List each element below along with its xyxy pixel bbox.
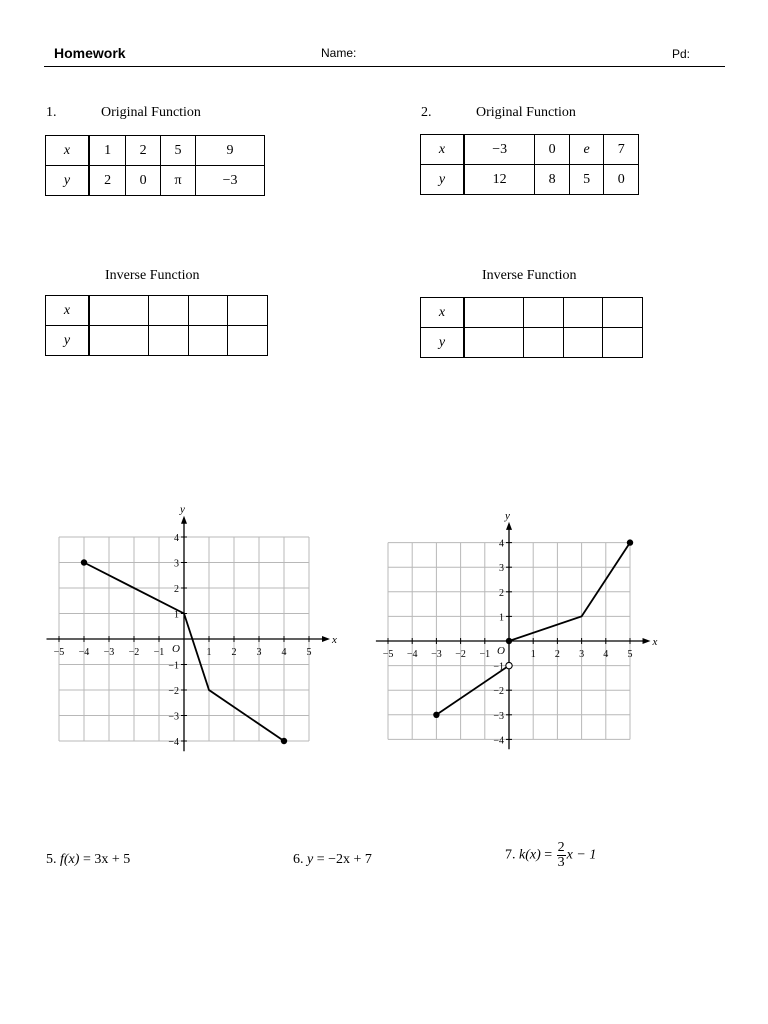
equation-7-number: 7. <box>505 847 516 863</box>
y-tick-label: −3 <box>168 711 179 723</box>
equation-7-lhs: k(x) <box>519 847 541 863</box>
answer-cell[interactable] <box>149 326 189 356</box>
closed-endpoint <box>506 638 512 644</box>
table-cell: 5 <box>569 165 604 195</box>
equation-7 <box>505 841 596 870</box>
x-tick-label: 4 <box>603 649 609 660</box>
equation-5-number: 5. <box>46 852 57 867</box>
answer-cell[interactable] <box>563 298 603 328</box>
x-tick-label: −5 <box>382 649 394 660</box>
x-tick-label: 2 <box>554 649 560 660</box>
table-cell: 0 <box>126 166 161 196</box>
table-row <box>46 326 268 356</box>
graph-left <box>40 505 345 760</box>
closed-endpoint <box>281 738 287 744</box>
table-cell: 12 <box>464 165 535 195</box>
problem-2-original-table <box>420 134 639 195</box>
x-axis-label: x <box>652 636 658 648</box>
table-row <box>46 166 265 196</box>
problem-1-inverse-table <box>45 295 268 356</box>
x-tick-label: −5 <box>53 647 65 658</box>
table-cell: π <box>161 166 196 196</box>
problem-2-inverse-label: Inverse Function <box>482 268 577 283</box>
y-axis-label: y <box>505 509 510 522</box>
y-header-cell: y <box>46 326 90 356</box>
y-tick-label: 2 <box>499 587 504 599</box>
equation-5 <box>46 852 130 868</box>
x-tick-label: 2 <box>231 647 237 658</box>
y-tick-label: −2 <box>493 686 504 698</box>
y-tick-label: 4 <box>499 538 504 550</box>
x-tick-label: 3 <box>256 647 262 658</box>
table-cell: 9 <box>196 136 265 166</box>
closed-endpoint <box>627 539 633 545</box>
graph-right <box>382 509 690 755</box>
answer-cell[interactable] <box>188 326 228 356</box>
y-axis-label: y <box>180 503 185 516</box>
table-cell: 7 <box>604 135 639 165</box>
x-tick-label: −1 <box>153 647 165 658</box>
table-cell: 8 <box>535 165 570 195</box>
equation-6-number: 6. <box>293 852 304 867</box>
answer-cell[interactable] <box>603 328 643 358</box>
fraction-denominator: 3 <box>557 855 565 870</box>
equation-6-rhs: = −2x + 7 <box>316 852 372 867</box>
y-tick-label: −1 <box>168 660 179 672</box>
closed-endpoint <box>81 559 87 565</box>
y-tick-label: 3 <box>174 558 179 570</box>
equation-7-eq: = <box>544 847 553 863</box>
y-tick-label: 1 <box>499 612 504 624</box>
answer-cell[interactable] <box>89 296 149 326</box>
x-axis-label: x <box>332 634 337 646</box>
y-axis-arrow <box>506 522 512 530</box>
y-tick-label: −2 <box>168 686 179 697</box>
y-tick-label: −1 <box>493 661 504 673</box>
answer-cell[interactable] <box>524 328 564 358</box>
x-tick-label: 4 <box>281 647 287 658</box>
fraction-numerator: 2 <box>557 840 565 855</box>
name-label: Name: <box>321 46 357 60</box>
x-tick-label: −4 <box>78 647 90 658</box>
answer-cell[interactable] <box>228 326 268 356</box>
closed-endpoint <box>433 712 439 718</box>
problem-2-original-label: Original Function <box>476 105 576 120</box>
table-row <box>421 165 639 195</box>
period-label: Pd: <box>672 47 691 61</box>
equation-6-lhs: y <box>307 852 314 867</box>
problem-1-original-label: Original Function <box>101 105 201 120</box>
table-row <box>421 135 639 165</box>
x-tick-label: 5 <box>627 649 633 660</box>
y-tick-label: 2 <box>174 584 179 595</box>
answer-cell[interactable] <box>563 328 603 358</box>
table-cell: 0 <box>604 165 639 195</box>
y-header-cell: y <box>421 165 465 195</box>
table-cell: e <box>569 135 604 165</box>
header-title: Homework <box>54 45 126 61</box>
answer-cell[interactable] <box>603 298 643 328</box>
x-tick-label: 3 <box>579 649 585 660</box>
problem-1-original-table <box>45 135 265 196</box>
x-header-cell: x <box>46 136 90 166</box>
table-cell: 1 <box>89 136 126 166</box>
table-cell: 2 <box>126 136 161 166</box>
y-tick-label: 1 <box>174 609 179 621</box>
table-row <box>46 296 268 326</box>
header-rule <box>44 66 725 67</box>
answer-cell[interactable] <box>188 296 228 326</box>
y-tick-label: −4 <box>168 737 179 748</box>
answer-cell[interactable] <box>228 296 268 326</box>
table-cell: 5 <box>161 136 196 166</box>
table-row <box>46 136 265 166</box>
problem-1-inverse-label: Inverse Function <box>105 268 200 283</box>
y-tick-label: 3 <box>499 563 504 575</box>
y-header-cell: y <box>421 328 465 358</box>
x-tick-label: 5 <box>306 647 312 658</box>
x-header-cell: x <box>46 296 90 326</box>
problem-2-inverse-table <box>420 297 643 358</box>
x-tick-label: 1 <box>206 647 212 658</box>
table-cell: 2 <box>89 166 126 196</box>
problem-2-number: 2. <box>421 105 432 120</box>
x-tick-label: −4 <box>406 649 418 660</box>
open-endpoint <box>506 662 512 668</box>
origin-label: O <box>172 643 180 655</box>
answer-cell[interactable] <box>89 326 149 356</box>
answer-cell[interactable] <box>464 328 524 358</box>
x-tick-label: −2 <box>455 649 466 660</box>
y-axis-arrow <box>181 516 187 524</box>
x-tick-label: 1 <box>530 649 536 660</box>
table-row <box>421 298 643 328</box>
x-tick-label: −3 <box>103 647 115 658</box>
problem-1-number: 1. <box>46 105 57 120</box>
x-tick-label: −3 <box>431 649 442 660</box>
table-row <box>421 328 643 358</box>
equation-6 <box>293 852 372 868</box>
y-tick-label: 4 <box>174 533 179 544</box>
answer-cell[interactable] <box>149 296 189 326</box>
answer-cell[interactable] <box>464 298 524 328</box>
x-axis-arrow <box>643 638 651 644</box>
x-tick-label: −2 <box>128 647 140 658</box>
x-axis-arrow <box>322 636 330 642</box>
equation-5-lhs: f(x) <box>60 852 80 867</box>
y-header-cell: y <box>46 166 90 196</box>
y-tick-label: −3 <box>493 710 504 722</box>
table-cell: −3 <box>464 135 535 165</box>
x-header-cell: x <box>421 298 465 328</box>
answer-cell[interactable] <box>524 298 564 328</box>
table-cell: 0 <box>535 135 570 165</box>
equation-5-rhs: = 3x + 5 <box>82 852 131 867</box>
x-tick-label: −1 <box>479 649 491 660</box>
equation-7-fraction <box>557 841 566 870</box>
origin-label: O <box>497 645 505 657</box>
y-tick-label: −4 <box>493 735 504 747</box>
x-header-cell: x <box>421 135 465 165</box>
equation-7-rest: x − 1 <box>566 847 597 863</box>
table-cell: −3 <box>196 166 265 196</box>
